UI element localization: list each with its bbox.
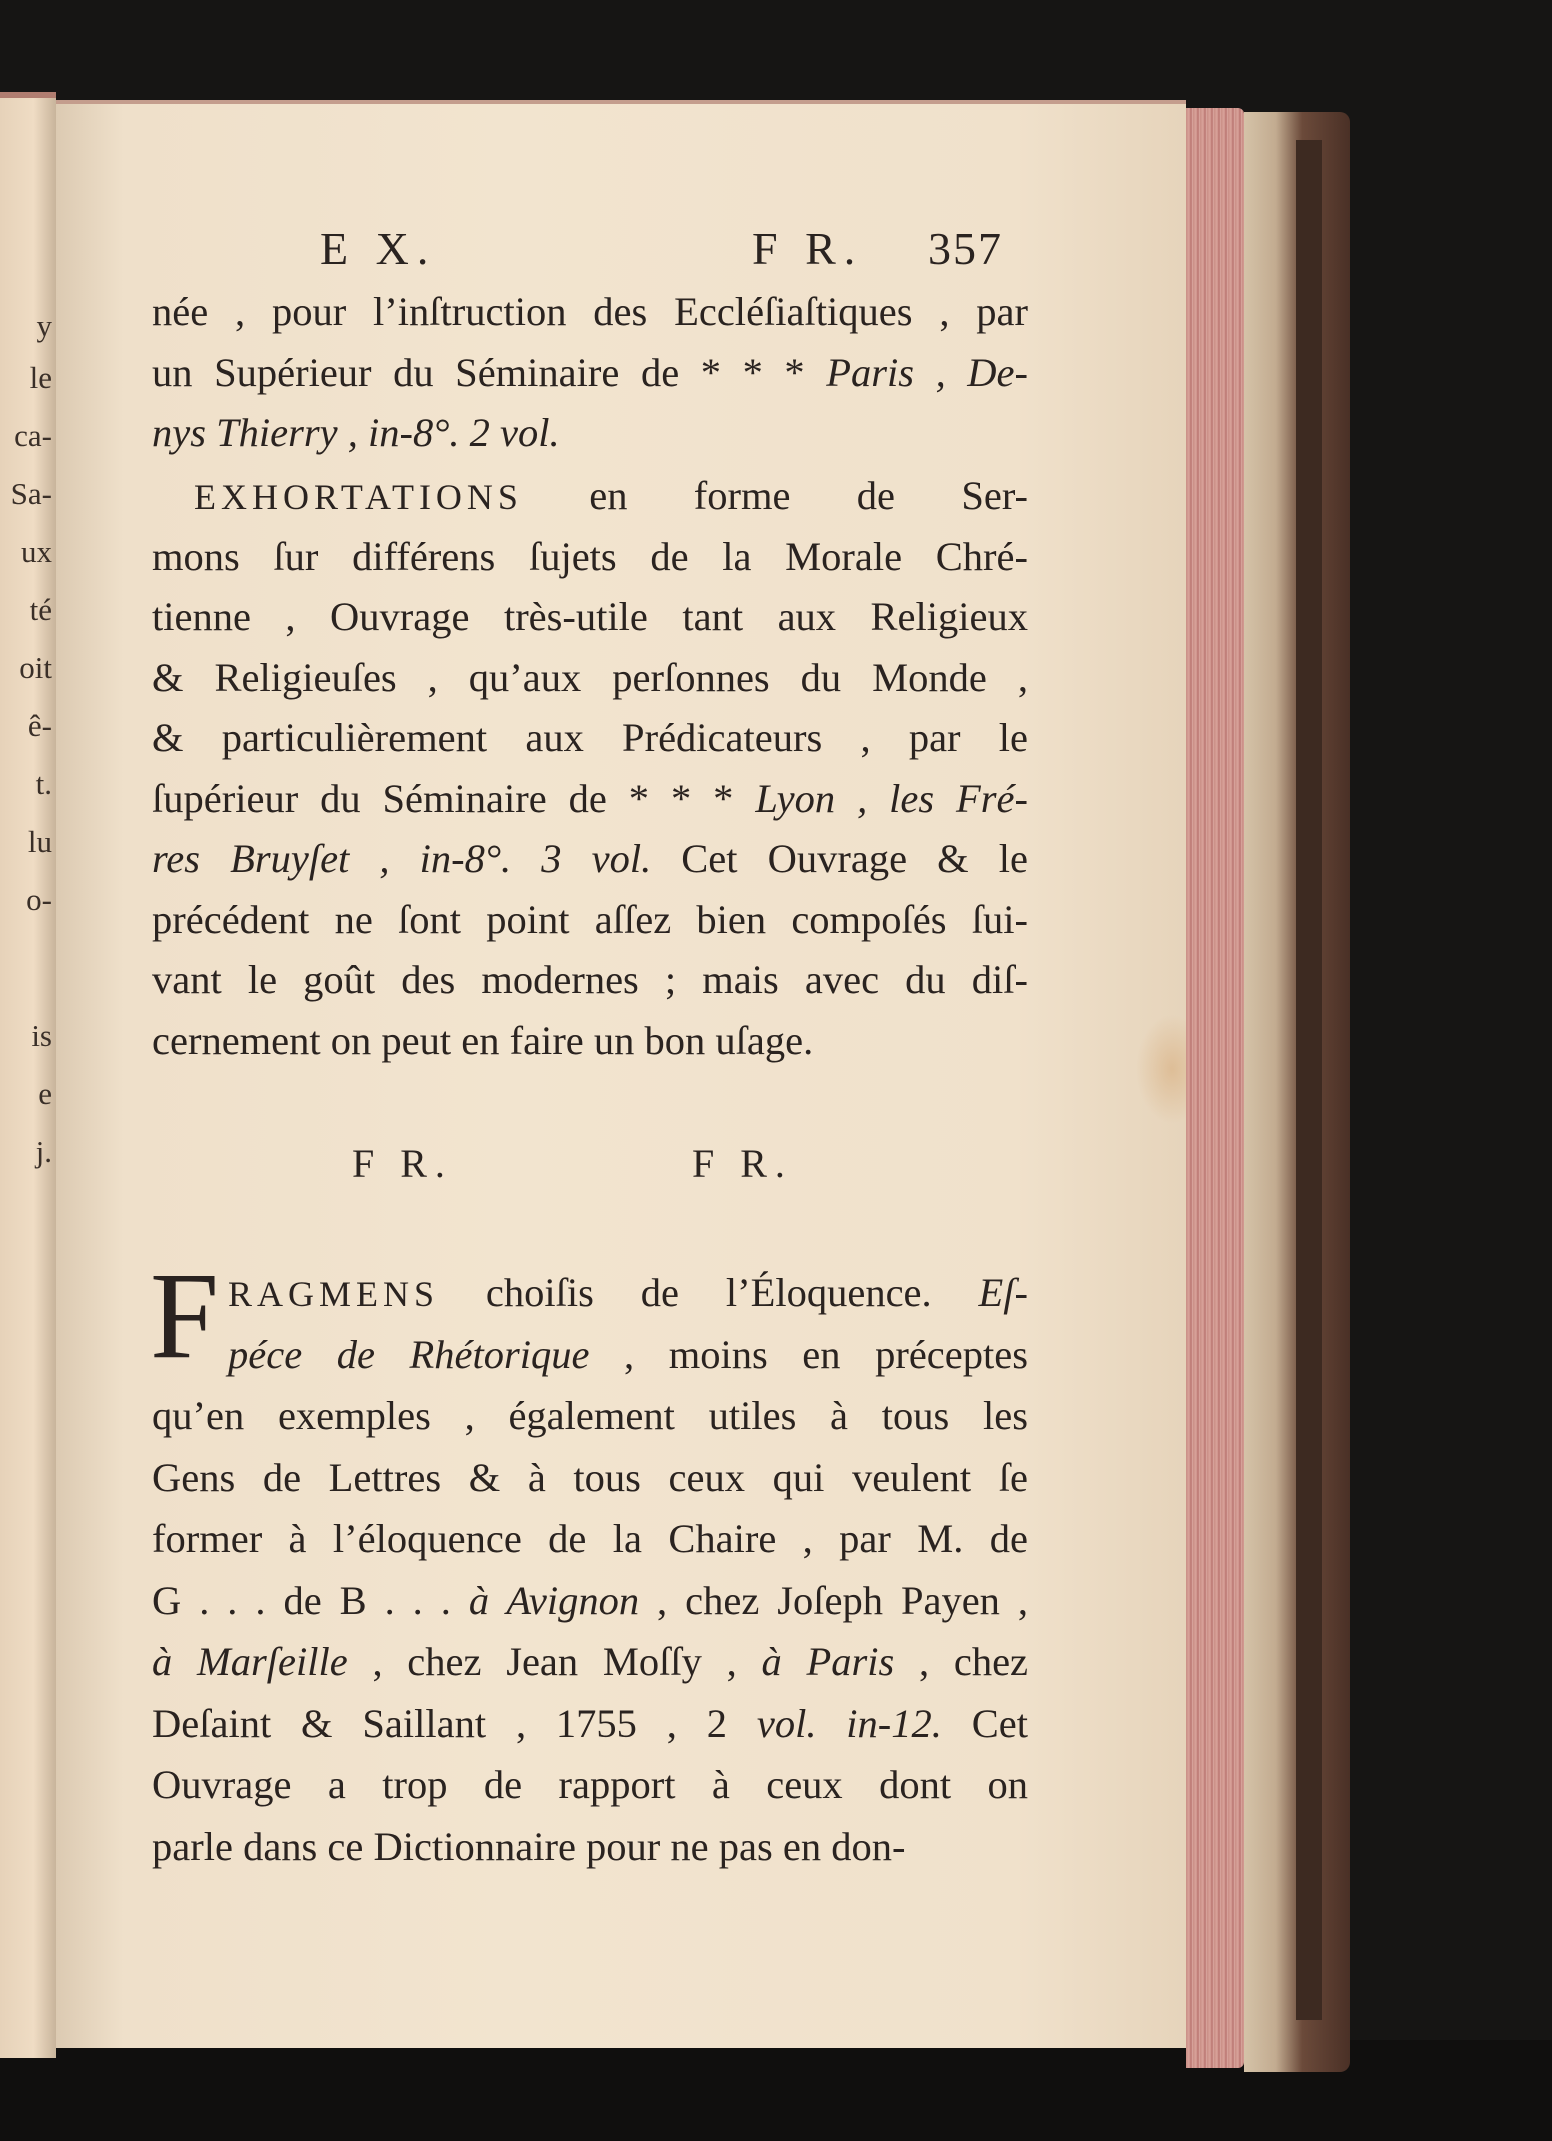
text-line: mons ſur différens ſujets de la Morale Chré- (152, 533, 1028, 579)
section-head (56, 1140, 1186, 1200)
text-run-italic: Eſ- (978, 1270, 1029, 1315)
text-line (152, 343, 1028, 404)
text-line: & particulièrement aux Prédicateurs , par le (152, 715, 1028, 760)
text-run-italic: à Paris (761, 1639, 895, 1684)
text-line: parle dans ce Dictionnaire pour ne pas en don- (152, 1823, 906, 1869)
left-page-fragment: o- (26, 882, 52, 917)
drop-cap: F (150, 1247, 219, 1384)
running-head-middle: F R. (752, 223, 864, 274)
entry-exhortations (152, 466, 1028, 1071)
left-page-fragment: oit (19, 650, 52, 685)
text-line: cernement on peut en faire un bon uſage. (152, 1017, 814, 1063)
text-line: & Religieuſes , qu’aux perſonnes du Monde , (152, 654, 1028, 700)
left-page-fragment: lu (27, 824, 52, 859)
text-run-italic: à Avignon (468, 1577, 640, 1623)
text-run-italic: Paris , De- (826, 349, 1029, 395)
text-line (152, 829, 1028, 890)
left-facing-page (0, 92, 56, 2058)
section-head-left: F R. (352, 1141, 453, 1186)
headword: RAGMENS (228, 1274, 440, 1314)
text-line: tienne , Ouvrage très-utile tant aux Religieux (152, 594, 1028, 639)
text-run-italic: vol. in-12. (756, 1700, 942, 1746)
section-head-right: F R. (692, 1141, 793, 1186)
text-run: ſupérieur du Séminaire de * * * (152, 775, 734, 821)
text-run: choiſis de l’Éloquence. (485, 1270, 932, 1315)
left-page-fragment: té (29, 592, 52, 627)
text-line (152, 466, 1028, 527)
left-page-fragment: Sa- (10, 476, 52, 511)
text-line: précédent ne ſont point aſſez bien compoſés ſui- (152, 896, 1028, 942)
entry-continuation (152, 282, 1028, 464)
left-page-fragment: ca- (14, 418, 52, 453)
text-line (152, 1324, 1028, 1386)
text-line: vant le goût des modernes ; mais avec du diſ- (152, 957, 1028, 1002)
left-page-fragment: is (31, 1018, 52, 1053)
left-page-fragment: e (38, 1076, 52, 1111)
text-run: , moins en préceptes (624, 1331, 1028, 1377)
left-page-fragment: j. (35, 1134, 52, 1169)
text-line: née , pour l’inſtruction des Eccléſiaſtiques , par (152, 289, 1028, 334)
entry-fragmens (152, 1262, 1028, 1877)
running-head (56, 222, 1186, 282)
text-run: , chez Jean Moſſy , (372, 1639, 737, 1684)
text-line: Gens de Lettres & à tous ceux qui veulent ſe (152, 1454, 1028, 1500)
running-head-left: E X. (320, 223, 437, 274)
text-run: Cet (971, 1700, 1028, 1746)
left-page-fragment: t. (35, 766, 52, 801)
left-page-fragment: ê- (27, 708, 52, 743)
text-line (152, 1262, 1028, 1324)
book-cover-board (1296, 140, 1322, 2020)
text-run-italic: à Marſeille (152, 1639, 348, 1684)
text-line (152, 1631, 1028, 1693)
text-line: qu’en exemples , également utiles à tous les (152, 1393, 1028, 1438)
text-run: G . . . de B . . . (152, 1577, 451, 1623)
text-run: Cet Ouvrage & le (681, 836, 1028, 881)
page-edges (1186, 108, 1244, 2068)
text-line: Ouvrage a trop de rapport à ceux dont on (152, 1762, 1028, 1807)
headword: EXHORTATIONS (194, 477, 523, 517)
text-run: en forme de Ser- (589, 473, 1028, 518)
text-line (152, 769, 1028, 830)
text-run: , chez (918, 1639, 1029, 1684)
text-line: nys Thierry , in-8°. 2 vol. (152, 410, 560, 455)
text-run-italic: res Bruyſet , in-8°. 3 vol. (152, 836, 652, 881)
text-run-italic: péce de Rhétorique (228, 1331, 590, 1377)
text-run: , chez Joſeph Payen , (657, 1577, 1029, 1623)
left-page-fragment: le (29, 360, 52, 395)
left-page-fragment: y (36, 308, 52, 343)
page-number: 357 (928, 223, 1003, 274)
text-run: Deſaint & Saillant , 1755 , 2 (152, 1700, 727, 1746)
text-run-italic: Lyon , les Fré- (755, 775, 1029, 821)
text-line (152, 1693, 1028, 1755)
text-line (152, 1570, 1028, 1632)
text-line: former à l’éloquence de la Chaire , par M. de (152, 1516, 1028, 1561)
left-page-fragment: ux (21, 534, 52, 569)
text-run: un Supérieur du Séminaire de * * * (152, 349, 805, 395)
